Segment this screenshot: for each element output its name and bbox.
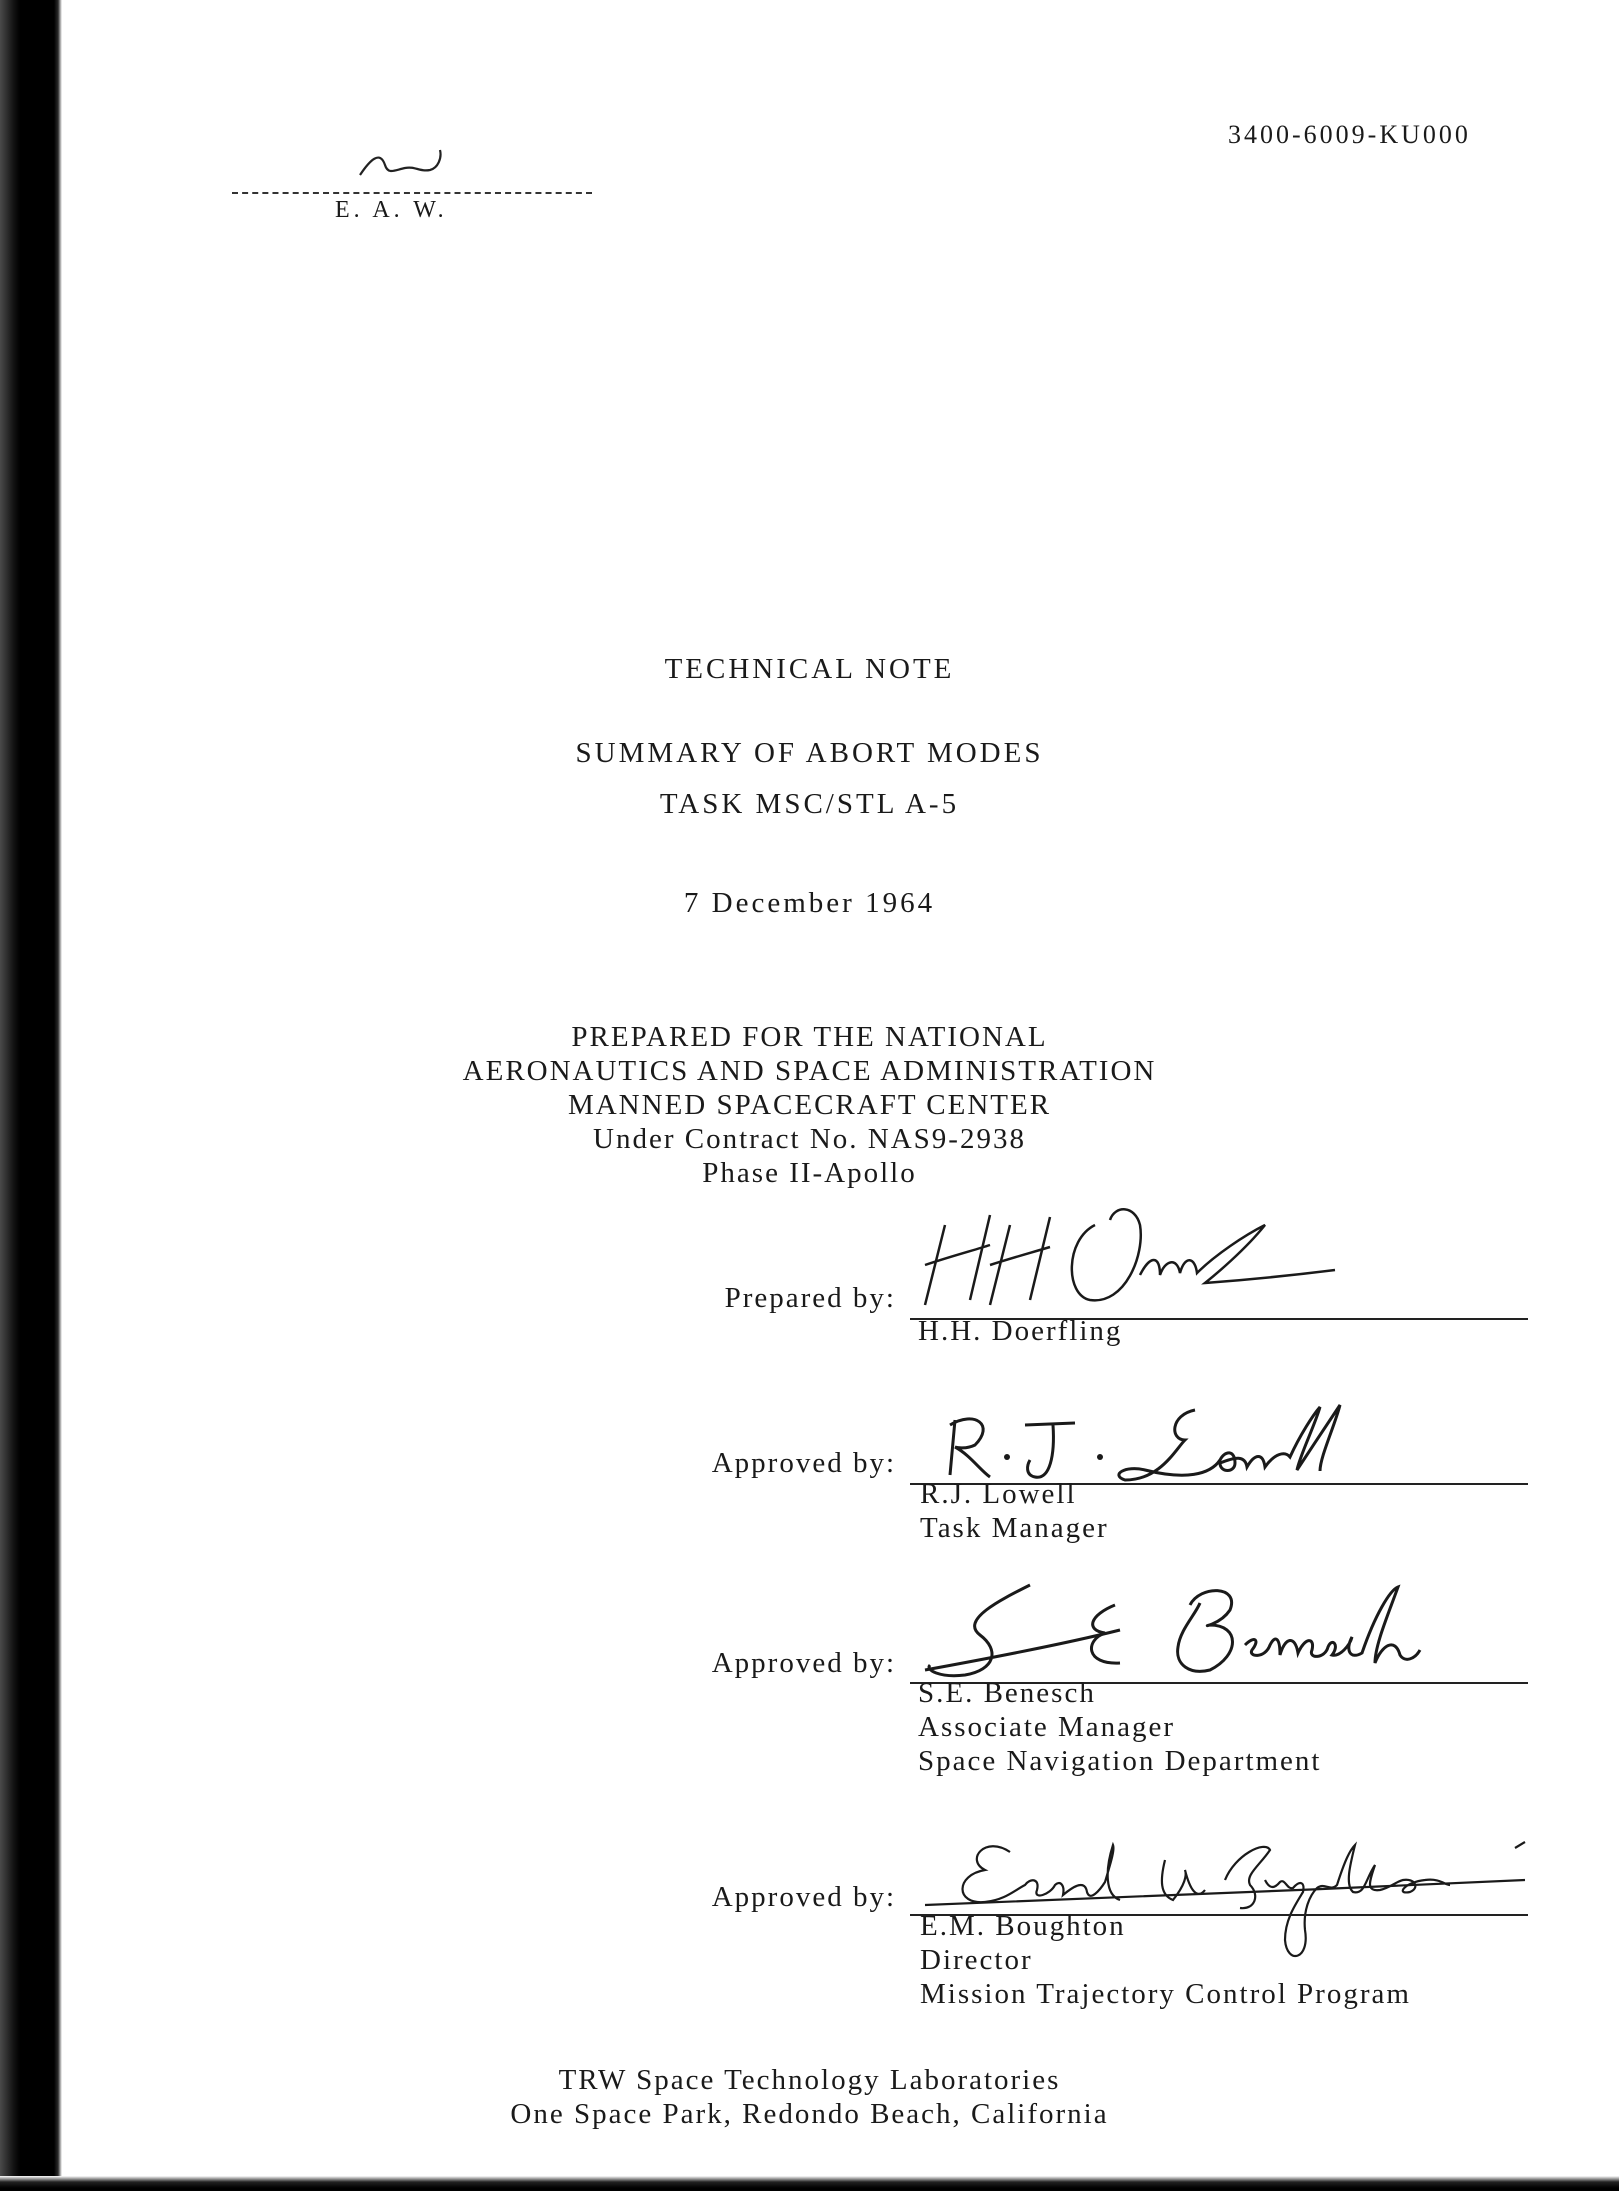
prepared-for-line: AERONAUTICS AND SPACE ADMINISTRATION: [462, 1055, 1157, 1087]
signatory-block: [918, 1676, 1322, 1778]
document-number: 3400-6009-KU000: [1228, 120, 1471, 149]
signature-label: Approved by:: [711, 1447, 896, 1479]
scan-bottom-edge: [0, 2176, 1619, 2191]
signatory-title: Associate Manager: [918, 1711, 1176, 1743]
signatory-block: [920, 1477, 1109, 1545]
signatory-block: [920, 1909, 1411, 2011]
signatory-name: H.H. Doerfling: [918, 1315, 1123, 1347]
footer-block: [0, 2063, 1619, 2131]
footer-organization: TRW Space Technology Laboratories: [558, 2064, 1061, 2096]
doerfling-signature: [915, 1195, 1345, 1315]
signatory-name: R.J. Lowell: [920, 1478, 1077, 1510]
prepared-for-block: [0, 1020, 1619, 1190]
initials-label: E. A. W.: [335, 197, 448, 223]
eaw-initials-handwriting: [350, 140, 470, 190]
technical-note-heading: TECHNICAL NOTE: [664, 653, 955, 685]
signatory-title: Task Manager: [920, 1512, 1109, 1544]
signature-label: Prepared by:: [724, 1282, 896, 1314]
task-number: TASK MSC/STL A-5: [659, 788, 960, 820]
signatory-name: S.E. Benesch: [918, 1677, 1096, 1709]
footer-address: One Space Park, Redondo Beach, California: [510, 2098, 1109, 2130]
signatory-title: Director: [920, 1944, 1033, 1976]
prepared-for-line: PREPARED FOR THE NATIONAL: [571, 1021, 1048, 1053]
signatory-title: Mission Trajectory Control Program: [920, 1978, 1411, 2010]
signatory-title: Space Navigation Department: [918, 1745, 1322, 1777]
signatory-block: [918, 1314, 1122, 1348]
signature-label: Approved by:: [711, 1881, 896, 1913]
signature-label: Approved by:: [711, 1647, 896, 1679]
document-title: SUMMARY OF ABORT MODES: [575, 737, 1044, 769]
initials-line: [232, 192, 592, 194]
prepared-for-line: Phase II-Apollo: [702, 1157, 917, 1189]
signatory-name: E.M. Boughton: [920, 1910, 1126, 1942]
prepared-for-line: Under Contract No. NAS9-2938: [593, 1123, 1026, 1155]
document-date: 7 December 1964: [683, 887, 936, 919]
prepared-for-line: MANNED SPACECRAFT CENTER: [567, 1089, 1052, 1121]
benesch-signature: [920, 1575, 1440, 1690]
